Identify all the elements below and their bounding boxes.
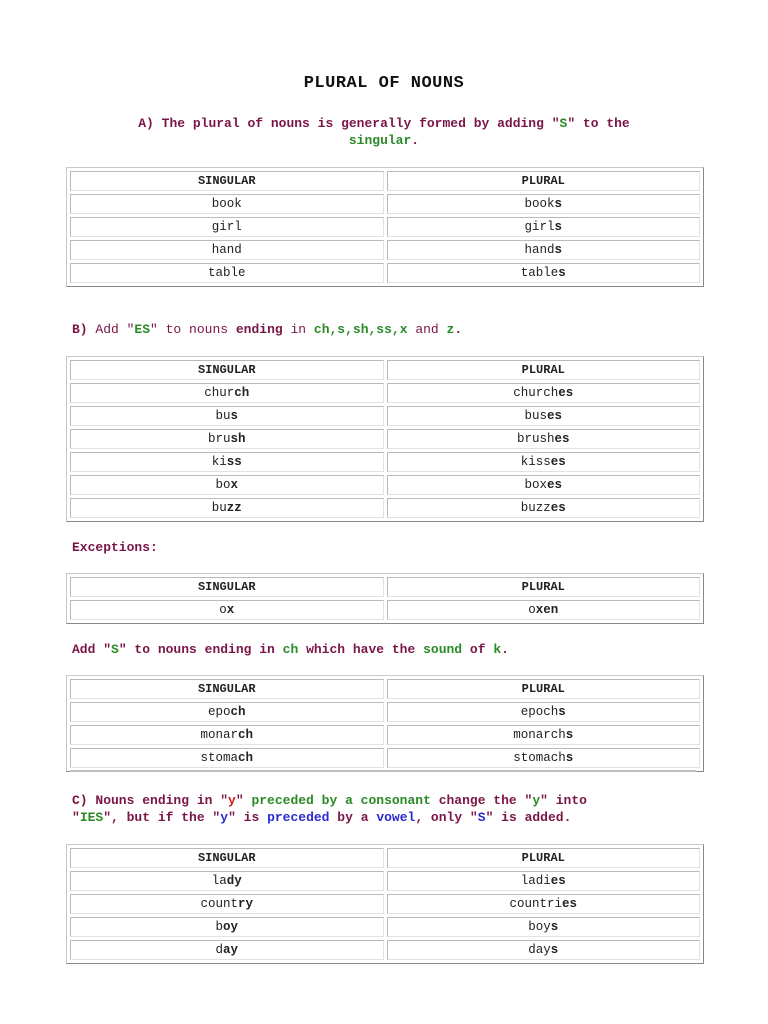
singular-cell: stomach	[70, 748, 384, 768]
plural-cell: monarchs	[387, 725, 701, 745]
plural-cell: oxen	[387, 600, 701, 620]
table-row	[70, 217, 700, 237]
singular-cell: buzz	[70, 498, 384, 518]
header-plural: PLURAL	[387, 577, 701, 597]
singular-cell: boy	[70, 917, 384, 937]
rule-a-text: A) The plural of nouns is generally formed by adding "S" to the singular.	[138, 116, 630, 148]
table-row	[70, 725, 700, 745]
table-es-plurals	[66, 356, 704, 522]
plural-cell: buzzes	[387, 498, 701, 518]
table-row	[70, 475, 700, 495]
table-row	[70, 406, 700, 426]
singular-cell: book	[70, 194, 384, 214]
table-row	[70, 194, 700, 214]
singular-cell: church	[70, 383, 384, 403]
table-row	[70, 240, 700, 260]
exceptions-label: Exceptions:	[72, 540, 158, 555]
plural-cell: epochs	[387, 702, 701, 722]
header-singular: SINGULAR	[70, 848, 384, 868]
header-singular: SINGULAR	[70, 679, 384, 699]
plural-cell: girls	[387, 217, 701, 237]
plural-cell: ladies	[387, 871, 701, 891]
plural-cell: brushes	[387, 429, 701, 449]
section-divider	[70, 770, 696, 772]
singular-cell: kiss	[70, 452, 384, 472]
rule-b-text: B) Add "ES" to nouns ending in ch,s,sh,ss,x and z.	[72, 322, 463, 337]
table-row	[70, 940, 700, 960]
singular-cell: lady	[70, 871, 384, 891]
header-plural: PLURAL	[387, 848, 701, 868]
table-row	[70, 383, 700, 403]
table-row	[70, 871, 700, 891]
singular-cell: girl	[70, 217, 384, 237]
header-plural: PLURAL	[387, 679, 701, 699]
table-ch-plurals	[66, 675, 704, 772]
plural-cell: books	[387, 194, 701, 214]
table-row	[70, 263, 700, 283]
table-row	[70, 748, 700, 768]
singular-cell: box	[70, 475, 384, 495]
plural-cell: hands	[387, 240, 701, 260]
table-row	[70, 702, 700, 722]
header-singular: SINGULAR	[70, 360, 384, 380]
table-row	[70, 429, 700, 449]
singular-cell: brush	[70, 429, 384, 449]
table-row	[70, 498, 700, 518]
rule-ch-text: Add "S" to nouns ending in ch which have the sound of k.	[72, 642, 509, 657]
plural-cell: countries	[387, 894, 701, 914]
singular-cell: epoch	[70, 702, 384, 722]
singular-cell: table	[70, 263, 384, 283]
table-row	[70, 917, 700, 937]
singular-cell: day	[70, 940, 384, 960]
header-plural: PLURAL	[387, 171, 701, 191]
singular-cell: ox	[70, 600, 384, 620]
rule-c-text: C) Nouns ending in "y" preceded by a consonant change the "y" into "IES", but if the "y" is preceded by a vowel, only "S" is added.	[72, 793, 587, 825]
header-plural: PLURAL	[387, 360, 701, 380]
singular-cell: country	[70, 894, 384, 914]
page-title: PLURAL OF NOUNS	[303, 74, 465, 93]
singular-cell: hand	[70, 240, 384, 260]
header-singular: SINGULAR	[70, 171, 384, 191]
table-row	[70, 600, 700, 620]
plural-cell: tables	[387, 263, 701, 283]
plural-cell: stomachs	[387, 748, 701, 768]
header-singular: SINGULAR	[70, 577, 384, 597]
table-y-plurals	[66, 844, 704, 964]
singular-cell: monarch	[70, 725, 384, 745]
plural-cell: boys	[387, 917, 701, 937]
plural-cell: buses	[387, 406, 701, 426]
plural-cell: days	[387, 940, 701, 960]
table-regular-plurals	[66, 167, 704, 287]
table-row	[70, 452, 700, 472]
plural-cell: boxes	[387, 475, 701, 495]
plural-cell: churches	[387, 383, 701, 403]
table-exceptions	[66, 573, 704, 624]
singular-cell: bus	[70, 406, 384, 426]
plural-cell: kisses	[387, 452, 701, 472]
table-row	[70, 894, 700, 914]
